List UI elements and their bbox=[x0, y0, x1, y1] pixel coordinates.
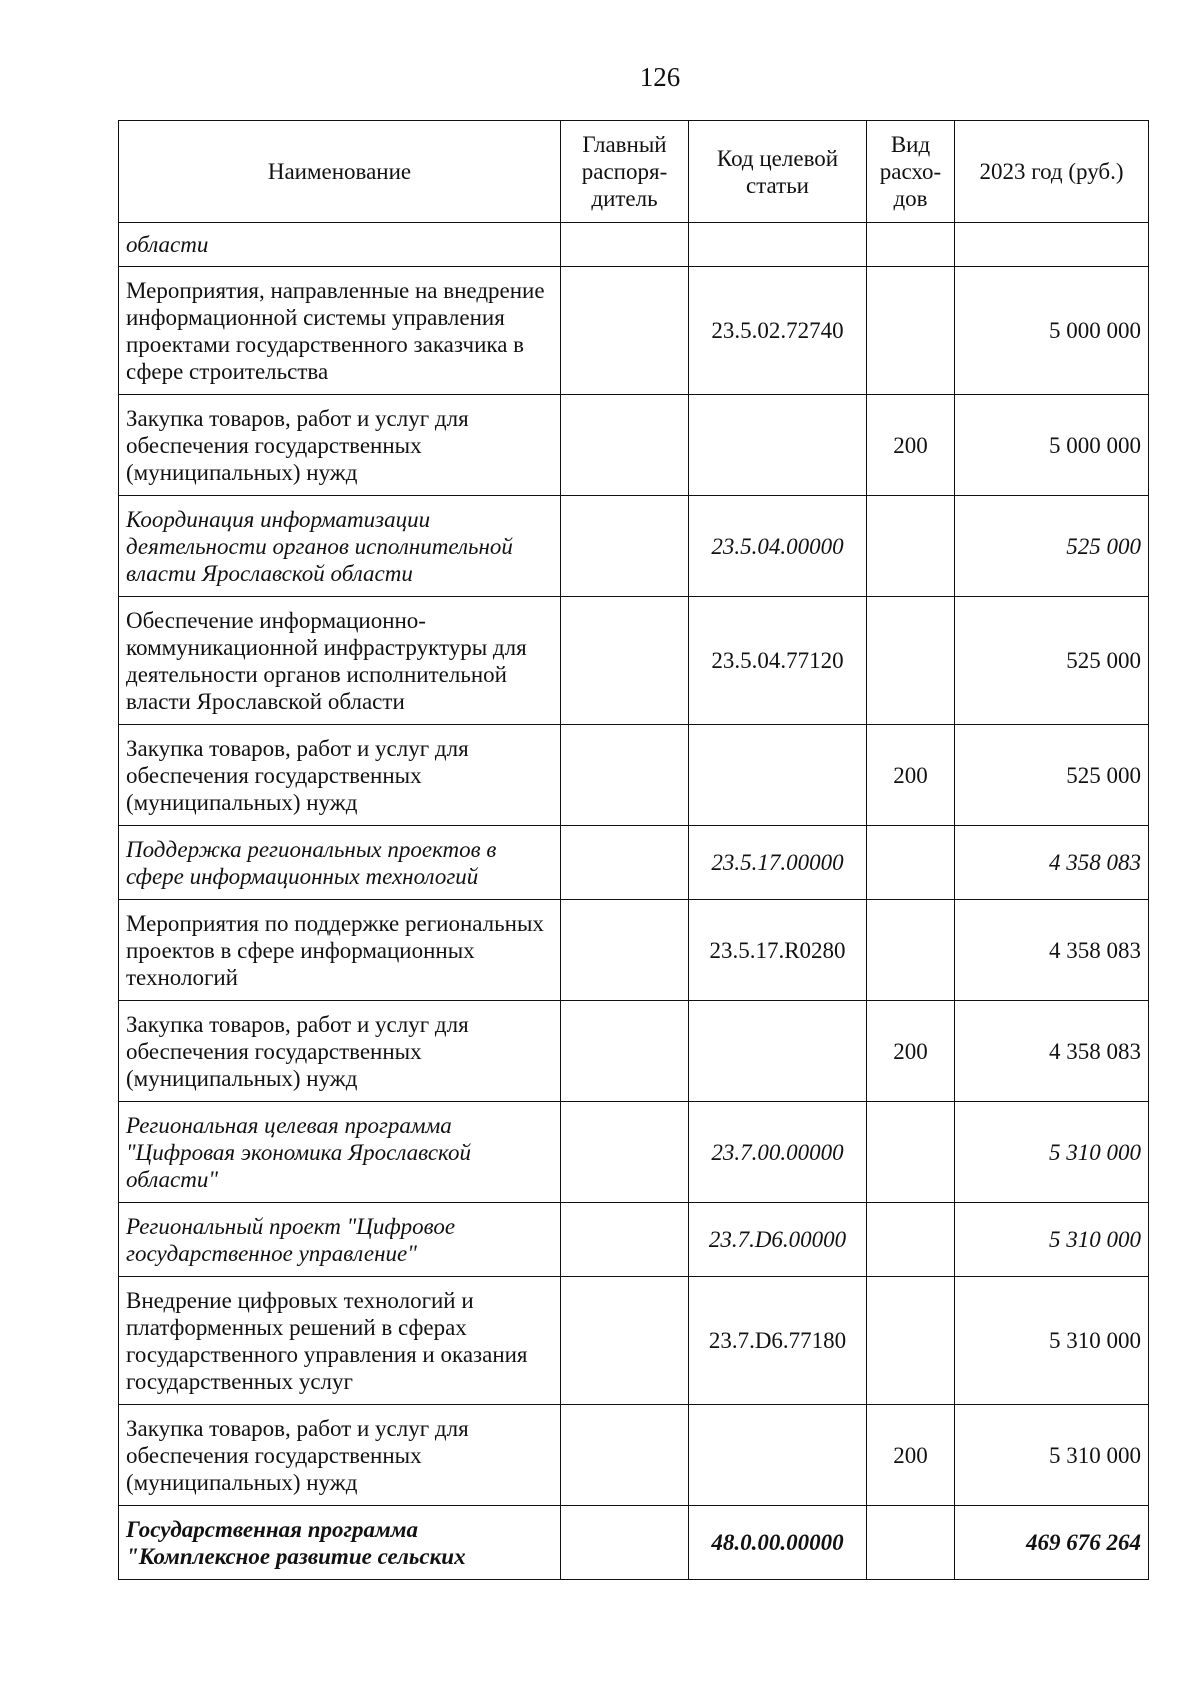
header-code: Код целевой статьи bbox=[689, 121, 867, 223]
cell-expense-type: 200 bbox=[867, 395, 955, 496]
table-row bbox=[119, 1506, 1149, 1580]
cell-amount: 525 000 bbox=[955, 597, 1149, 725]
cell-name: Закупка товаров, работ и услуг для обеспечения государственных (муниципальных) нужд bbox=[119, 1405, 561, 1506]
cell-expense-type: 200 bbox=[867, 1001, 955, 1102]
cell-amount: 5 000 000 bbox=[955, 267, 1149, 395]
cell-amount: 525 000 bbox=[955, 725, 1149, 826]
cell-amount: 5 310 000 bbox=[955, 1203, 1149, 1277]
header-expense-type: Вид расхо-дов bbox=[867, 121, 955, 223]
table-row bbox=[119, 496, 1149, 597]
cell-code bbox=[689, 395, 867, 496]
cell-code: 23.5.17.R0280 bbox=[689, 900, 867, 1001]
cell-name: области bbox=[119, 223, 561, 267]
cell-admin bbox=[561, 900, 689, 1001]
cell-code bbox=[689, 1001, 867, 1102]
cell-expense-type bbox=[867, 267, 955, 395]
cell-admin bbox=[561, 223, 689, 267]
cell-expense-type: 200 bbox=[867, 1405, 955, 1506]
cell-name: Координация информатизации деятельности органов исполнительной власти Ярославской области bbox=[119, 496, 561, 597]
header-name: Наименование bbox=[119, 121, 561, 223]
cell-admin bbox=[561, 267, 689, 395]
cell-amount: 525 000 bbox=[955, 496, 1149, 597]
cell-admin bbox=[561, 597, 689, 725]
cell-expense-type bbox=[867, 1102, 955, 1203]
cell-name: Закупка товаров, работ и услуг для обеспечения государственных (муниципальных) нужд bbox=[119, 1001, 561, 1102]
cell-code: 23.7.D6.00000 bbox=[689, 1203, 867, 1277]
cell-expense-type bbox=[867, 223, 955, 267]
cell-code: 23.5.17.00000 bbox=[689, 826, 867, 900]
cell-code bbox=[689, 223, 867, 267]
cell-admin bbox=[561, 725, 689, 826]
table-row bbox=[119, 1001, 1149, 1102]
cell-code: 23.5.04.77120 bbox=[689, 597, 867, 725]
cell-expense-type: 200 bbox=[867, 725, 955, 826]
cell-admin bbox=[561, 395, 689, 496]
cell-expense-type bbox=[867, 826, 955, 900]
table-row bbox=[119, 1277, 1149, 1405]
cell-code: 23.7.00.00000 bbox=[689, 1102, 867, 1203]
cell-code: 48.0.00.00000 bbox=[689, 1506, 867, 1580]
cell-amount bbox=[955, 223, 1149, 267]
cell-expense-type bbox=[867, 1203, 955, 1277]
cell-name: Поддержка региональных проектов в сфере информационных технологий bbox=[119, 826, 561, 900]
budget-table bbox=[118, 120, 1149, 1580]
cell-code: 23.5.04.00000 bbox=[689, 496, 867, 597]
table-row bbox=[119, 223, 1149, 267]
table-header-row bbox=[119, 121, 1149, 223]
cell-admin bbox=[561, 1102, 689, 1203]
cell-amount: 469 676 264 bbox=[955, 1506, 1149, 1580]
cell-expense-type bbox=[867, 900, 955, 1001]
table-row bbox=[119, 395, 1149, 496]
header-amount: 2023 год (руб.) bbox=[955, 121, 1149, 223]
table-row bbox=[119, 1102, 1149, 1203]
table-row bbox=[119, 1203, 1149, 1277]
cell-admin bbox=[561, 1203, 689, 1277]
table-row bbox=[119, 826, 1149, 900]
table-row bbox=[119, 725, 1149, 826]
cell-name: Региональный проект "Цифровое государственное управление" bbox=[119, 1203, 561, 1277]
cell-admin bbox=[561, 1506, 689, 1580]
cell-name: Закупка товаров, работ и услуг для обеспечения государственных (муниципальных) нужд bbox=[119, 395, 561, 496]
cell-amount: 5 310 000 bbox=[955, 1277, 1149, 1405]
page-number: 126 bbox=[639, 62, 681, 92]
cell-expense-type bbox=[867, 496, 955, 597]
cell-code bbox=[689, 725, 867, 826]
cell-name: Обеспечение информационно-коммуникационной инфраструктуры для деятельности органов исполнительной власти Ярославской области bbox=[119, 597, 561, 725]
cell-admin bbox=[561, 1405, 689, 1506]
cell-name: Закупка товаров, работ и услуг для обеспечения государственных (муниципальных) нужд bbox=[119, 725, 561, 826]
cell-admin bbox=[561, 496, 689, 597]
cell-admin bbox=[561, 1277, 689, 1405]
cell-amount: 5 310 000 bbox=[955, 1405, 1149, 1506]
cell-name: Внедрение цифровых технологий и платформенных решений в сферах государственного управления и оказания государственных услуг bbox=[119, 1277, 561, 1405]
cell-expense-type bbox=[867, 597, 955, 725]
table-row bbox=[119, 1405, 1149, 1506]
cell-amount: 4 358 083 bbox=[955, 900, 1149, 1001]
cell-name: Мероприятия, направленные на внедрение информационной системы управления проектами государственного заказчика в сфере строительства bbox=[119, 267, 561, 395]
table-row bbox=[119, 267, 1149, 395]
cell-expense-type bbox=[867, 1506, 955, 1580]
header-admin: Главный распоря-дитель bbox=[561, 121, 689, 223]
cell-amount: 5 310 000 bbox=[955, 1102, 1149, 1203]
cell-amount: 5 000 000 bbox=[955, 395, 1149, 496]
cell-code: 23.5.02.72740 bbox=[689, 267, 867, 395]
cell-admin bbox=[561, 1001, 689, 1102]
table-row bbox=[119, 597, 1149, 725]
cell-amount: 4 358 083 bbox=[955, 1001, 1149, 1102]
cell-code bbox=[689, 1405, 867, 1506]
cell-name: Мероприятия по поддержке региональных проектов в сфере информационных технологий bbox=[119, 900, 561, 1001]
cell-name: Государственная программа "Комплексное развитие сельских bbox=[119, 1506, 561, 1580]
cell-admin bbox=[561, 826, 689, 900]
table-body bbox=[119, 223, 1149, 1580]
table-row bbox=[119, 900, 1149, 1001]
cell-name: Региональная целевая программа "Цифровая экономика Ярославской области" bbox=[119, 1102, 561, 1203]
cell-code: 23.7.D6.77180 bbox=[689, 1277, 867, 1405]
cell-expense-type bbox=[867, 1277, 955, 1405]
cell-amount: 4 358 083 bbox=[955, 826, 1149, 900]
